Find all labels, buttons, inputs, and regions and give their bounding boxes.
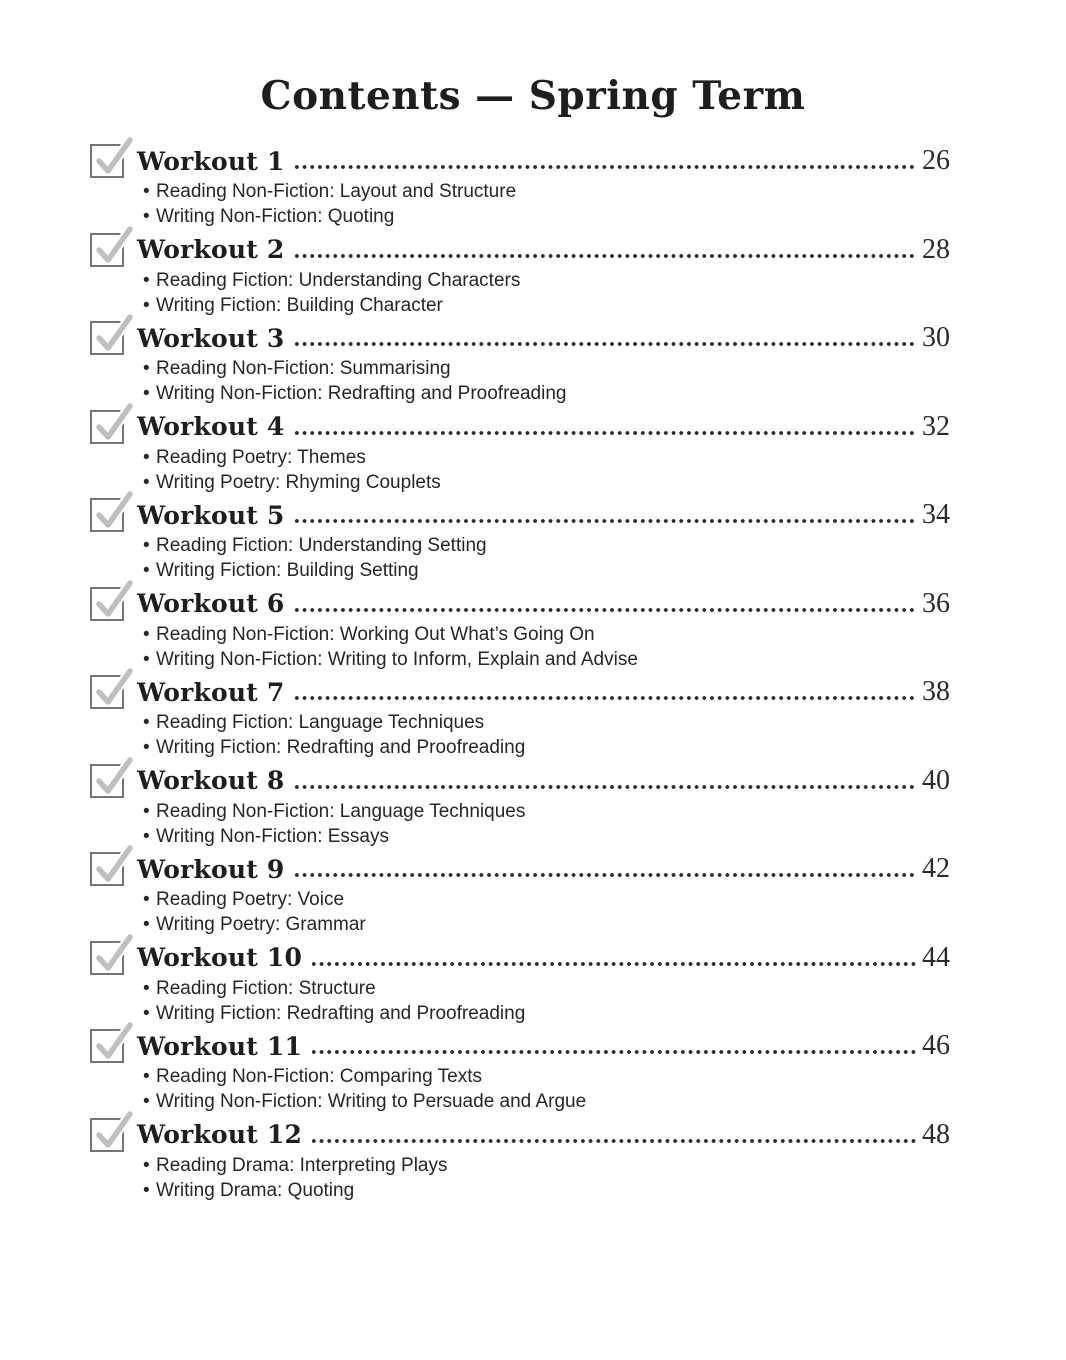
topic-item: • Reading Fiction: Understanding Characters	[143, 268, 950, 293]
toc-entry-head	[90, 320, 950, 356]
page-number: 42	[922, 853, 950, 884]
toc-entry-head	[90, 851, 950, 887]
workout-title: Workout 8	[137, 766, 285, 795]
page-number: 28	[922, 233, 950, 265]
topic-item: • Writing Non-Fiction: Writing to Inform, Explain and Advise	[143, 647, 950, 672]
topic-list	[143, 622, 950, 672]
topic-item: • Writing Drama: Quoting	[143, 1178, 950, 1203]
workout-checkbox[interactable]	[90, 1029, 124, 1063]
topic-list	[143, 356, 950, 406]
topic-item: • Reading Non-Fiction: Layout and Structure	[143, 179, 950, 204]
dot-leader	[293, 232, 917, 268]
checkmark-icon	[90, 933, 134, 977]
toc-entry	[90, 1117, 950, 1203]
workout-checkbox[interactable]	[90, 321, 124, 355]
checkmark-icon	[90, 579, 134, 623]
topic-list	[143, 1153, 950, 1203]
toc-entry-head	[90, 143, 950, 179]
checkmark-icon	[90, 313, 134, 357]
page-number: 40	[922, 764, 950, 796]
toc-entry	[90, 940, 950, 1026]
dot-leader	[293, 851, 917, 887]
topic-item: • Reading Non-Fiction: Summarising	[143, 356, 950, 381]
topic-list	[143, 710, 950, 760]
topic-item: • Reading Poetry: Themes	[143, 445, 950, 470]
workout-title: Workout 4	[137, 412, 285, 441]
checkmark-icon	[90, 136, 134, 180]
toc-entry	[90, 320, 950, 406]
page-number: 38	[922, 676, 950, 707]
checkmark-icon	[90, 756, 134, 800]
toc-entry	[90, 409, 950, 495]
toc-entry-head	[90, 497, 950, 533]
topic-item: • Writing Fiction: Building Character	[143, 293, 950, 318]
toc-entry	[90, 143, 950, 229]
workout-checkbox[interactable]	[90, 941, 124, 975]
topic-item: • Writing Non-Fiction: Redrafting and Proofreading	[143, 381, 950, 406]
toc-entry-head	[90, 763, 950, 799]
dot-leader	[293, 586, 917, 622]
checkmark-icon	[90, 490, 134, 534]
dot-leader	[293, 409, 917, 445]
toc-entry	[90, 232, 950, 318]
checkmark-icon	[90, 1021, 134, 1065]
toc-entry-head	[90, 232, 950, 268]
page-number: 44	[922, 941, 950, 973]
workout-title: Workout 10	[137, 943, 303, 972]
topic-item: • Writing Fiction: Redrafting and Proofreading	[143, 1001, 950, 1026]
workout-checkbox[interactable]	[90, 144, 124, 178]
workout-title: Workout 11	[137, 1031, 303, 1061]
workout-title: Workout 2	[137, 235, 285, 264]
topic-item: • Reading Non-Fiction: Comparing Texts	[143, 1064, 950, 1089]
dot-leader	[293, 674, 917, 710]
checkmark-icon	[90, 1110, 134, 1154]
toc-entry-head	[90, 940, 950, 976]
toc-entry	[90, 586, 950, 672]
page-number: 48	[922, 1118, 950, 1150]
dot-leader	[293, 320, 917, 356]
page-title: Contents — Spring Term	[260, 73, 806, 119]
topic-item: • Writing Fiction: Building Setting	[143, 558, 950, 583]
toc-entry-head	[90, 409, 950, 445]
toc-entry-head	[90, 1117, 950, 1153]
topic-item: • Reading Fiction: Structure	[143, 976, 950, 1001]
checkmark-icon	[90, 402, 134, 446]
topic-list	[143, 445, 950, 495]
toc-entry-head	[90, 586, 950, 622]
topic-item: • Writing Non-Fiction: Quoting	[143, 204, 950, 229]
topic-item: • Reading Non-Fiction: Working Out What’s Going On	[143, 622, 950, 647]
dot-leader	[310, 1117, 917, 1153]
topic-list	[143, 268, 950, 318]
page-number: 36	[922, 587, 950, 619]
workout-title: Workout 1	[137, 146, 285, 176]
workout-checkbox[interactable]	[90, 587, 124, 621]
topic-item: • Reading Drama: Interpreting Plays	[143, 1153, 950, 1178]
page-number: 34	[922, 499, 950, 530]
toc-entry	[90, 497, 950, 583]
toc-entry-head	[90, 674, 950, 710]
topic-list	[143, 976, 950, 1026]
topic-item: • Reading Poetry: Voice	[143, 887, 950, 912]
dot-leader	[293, 143, 917, 179]
dot-leader	[310, 1028, 917, 1064]
dot-leader	[293, 497, 917, 533]
workout-title: Workout 9	[137, 854, 285, 884]
topic-item: • Writing Poetry: Grammar	[143, 912, 950, 937]
toc-entry	[90, 1028, 950, 1114]
workout-title: Workout 5	[137, 500, 285, 530]
workout-title: Workout 3	[137, 323, 285, 353]
workout-title: Workout 12	[137, 1120, 303, 1149]
topic-item: • Writing Fiction: Redrafting and Proofreading	[143, 735, 950, 760]
topic-item: • Writing Non-Fiction: Writing to Persuade and Argue	[143, 1089, 950, 1114]
page-number: 32	[922, 410, 950, 442]
topic-item: • Reading Fiction: Language Techniques	[143, 710, 950, 735]
toc-entry	[90, 851, 950, 937]
workout-title: Workout 6	[137, 589, 285, 618]
toc-entry	[90, 763, 950, 849]
topic-list	[143, 799, 950, 849]
topic-list	[143, 179, 950, 229]
topic-item: • Reading Fiction: Understanding Setting	[143, 533, 950, 558]
dot-leader	[293, 763, 917, 799]
topic-list	[143, 1064, 950, 1114]
dot-leader	[310, 940, 917, 976]
page-number: 26	[922, 145, 950, 176]
workout-checkbox[interactable]	[90, 764, 124, 798]
topic-list	[143, 887, 950, 937]
workout-title: Workout 7	[137, 677, 285, 707]
page-number: 30	[922, 322, 950, 353]
workout-checkbox[interactable]	[90, 1118, 124, 1152]
topic-list	[143, 533, 950, 583]
toc-entry-head	[90, 1028, 950, 1064]
workout-checkbox[interactable]	[90, 233, 124, 267]
checkmark-icon	[90, 225, 134, 269]
toc-entry	[90, 674, 950, 760]
workout-checkbox[interactable]	[90, 675, 124, 709]
checkmark-icon	[90, 667, 134, 711]
workout-checkbox[interactable]	[90, 410, 124, 444]
topic-item: • Writing Poetry: Rhyming Couplets	[143, 470, 950, 495]
topic-item: • Writing Non-Fiction: Essays	[143, 824, 950, 849]
page-number: 46	[922, 1030, 950, 1061]
checkmark-icon	[90, 844, 134, 888]
workout-checkbox[interactable]	[90, 852, 124, 886]
topic-item: • Reading Non-Fiction: Language Techniques	[143, 799, 950, 824]
workout-checkbox[interactable]	[90, 498, 124, 532]
toc-list	[90, 143, 950, 1205]
